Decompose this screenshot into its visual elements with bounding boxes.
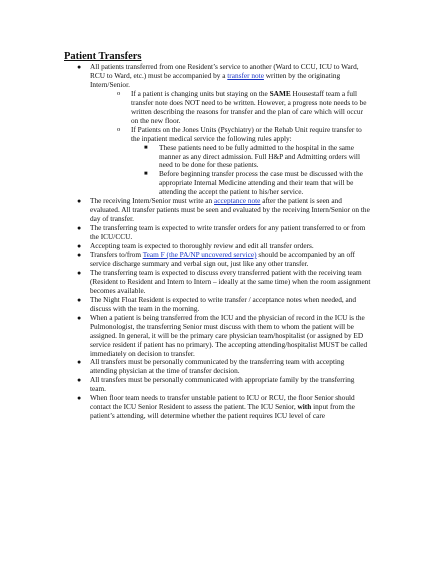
list-item-text: The transferring team is expected to discuss every transferred patient with the receiving team (Resident to Resident and Intern to Intern – ideally at the same time) when the room assignment becomes available. [90,267,371,295]
list-item [0,394,371,421]
list-item [0,251,371,269]
list-item-text: Housestaff team a full transfer note does NOT need to be written. However, a progress note needs to be written describing the reasons for transfer and the plan of care which will occur on the new floor. [131,88,367,125]
bullet-icon: ● [77,313,82,322]
list-item-text: Transfers to/from [90,250,143,260]
sub-sub-list-item [0,170,369,197]
list-item-text: written by the originating Intern/Senior. [90,70,341,89]
list-item [0,269,371,296]
square-bullet-icon: ■ [144,171,148,178]
square-bullet-icon: ■ [144,144,148,151]
list-item-text: input from the patient’s attending, will determine whether the patient requires ICU level of care [90,402,355,421]
sub-sub-list-item [0,144,369,171]
list-item [0,296,371,314]
bullet-icon: ● [77,251,82,260]
bullet-icon: ● [77,394,82,403]
bullet-icon: ● [77,358,82,367]
bullet-icon: ● [77,295,82,304]
list-item-text: If a patient is changing units but staying on the [131,88,270,98]
sub-list-item [0,90,371,126]
bullet-icon: ● [77,63,82,71]
list-item-text: The Night Float Resident is expected to write transfer / acceptance notes when needed, and discuss with the team in the morning. [90,294,357,313]
bullet-icon: ● [77,224,82,233]
bullet-icon: ● [77,376,82,385]
list-item-text: All patients transferred from one Resident’s service to another (Ward to CCU, ICU to Ward, RCU to Ward, etc.) must be accompanied by a [90,62,359,80]
list-item-text: These patients need to be fully admitted to the hospital in the same manner as any direct admission. Full H&P and Admitting orders will need to be done for these patients. [159,142,360,170]
list-item [0,197,371,224]
list-item-text: The receiving Intern/Senior must write an [90,196,215,206]
transfer-note-link[interactable]: transfer note [227,70,264,80]
transfer-rules-list [0,63,440,421]
list-item-text: Before beginning transfer process the case must be discussed with the appropriate Internal Medicine attending and their team that will be attending the accept the patient to his/her service. [159,169,363,197]
list-item-text: When floor team needs to transfer unstable patient to ICU or RCU, the floor Senior should contact the ICU Senior Resident to assess the patient. The ICU Senior, [90,393,355,412]
list-item-text: Accepting team is expected to thoroughly review and edit all transfer orders. [90,241,314,251]
list-item-text: after the patient is seen and evaluated. All transfer patients must be seen and evaluated by the receiving Intern/Senior on the day of transfer. [90,196,370,224]
bullet-icon: ● [77,268,82,277]
acceptance-note-link[interactable]: acceptance note [214,196,261,206]
sub-list-item [0,126,371,144]
list-item-text: If Patients on the Jones Units (Psychiatry) or the Rehab Unit require transfer to the inpatient medical service the following rules apply: [131,124,362,143]
bullet-icon: ● [77,242,82,251]
bullet-icon: ● [77,197,82,206]
list-item-text: should be accompanied by an off service discharge summary and verbal sign out, just like any other transfer. [90,250,355,268]
team-f-link[interactable]: Team F (the PA/NP uncovered service) [142,250,257,260]
page-title: Patient Transfers [64,51,142,62]
list-item-text: The transferring team is expected to write transfer orders for any patient transferred to or from the ICU/CCU. [90,223,366,242]
list-item [0,224,371,242]
list-item [0,358,371,376]
emphasis-text: SAME [269,88,291,98]
circle-bullet-icon: o [117,125,121,133]
list-item-text: When a patient is being transferred from the ICU and the physician of record in the ICU is the Pulmonologist, the transferring Senior must discuss with them to whom the patient will be assigned. In general, it will be the primary care physician team/hospitalist (or assigned by ED service resident if patient has no primary). The accepting attending/hospitalist MUST be called immediately on decision to transfer. [90,312,368,358]
list-item-text: All transfers must be personally communicated with appropriate family by the transferring team. [90,375,355,394]
emphasis-text: with [297,402,312,412]
circle-bullet-icon: o [117,89,121,97]
list-item [0,314,371,359]
list-item-text: All transfers must be personally communicated by the transferring team with accepting attending physician at the time of transfer decision. [90,357,345,376]
list-item [0,63,371,90]
list-item [0,376,371,394]
